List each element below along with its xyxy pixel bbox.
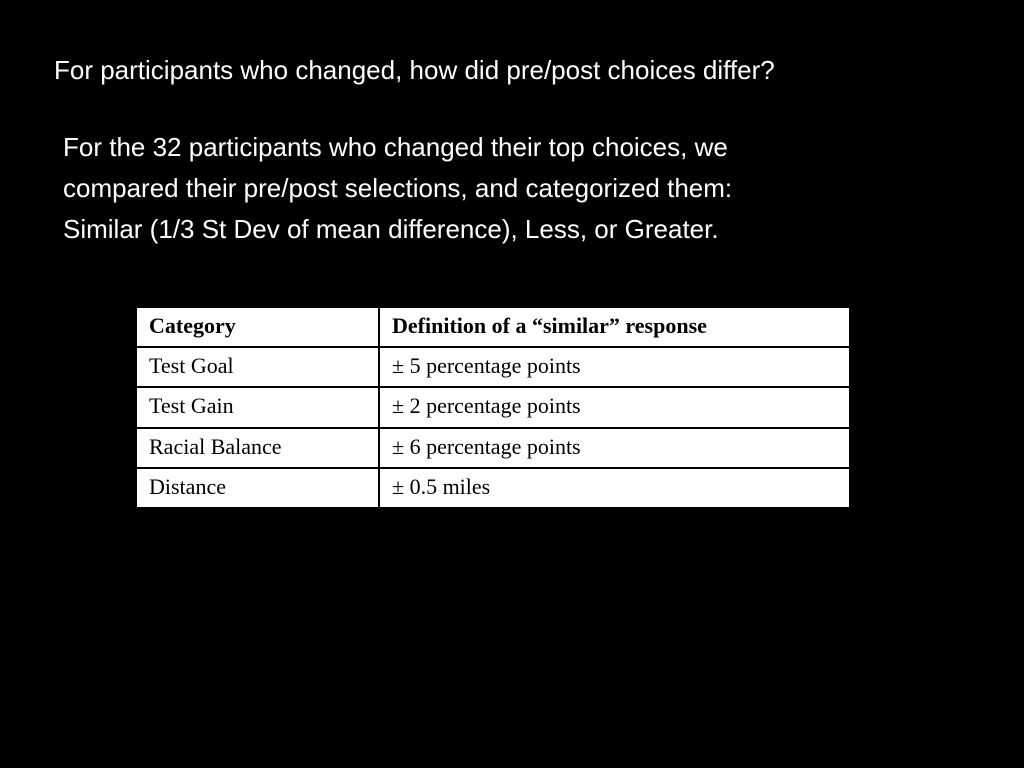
definition-table-container xyxy=(137,308,849,507)
body-line: For the 32 participants who changed their top choices, we xyxy=(63,132,728,162)
table-row xyxy=(137,387,849,427)
table-header-row xyxy=(137,308,849,347)
definition-cell: ± 0.5 miles xyxy=(379,468,849,507)
category-cell: Racial Balance xyxy=(137,428,379,468)
category-cell: Test Gain xyxy=(137,387,379,427)
category-cell: Distance xyxy=(137,468,379,507)
table-row xyxy=(137,428,849,468)
definition-cell: ± 5 percentage points xyxy=(379,347,849,387)
slide-title: For participants who changed, how did pre/post choices differ? xyxy=(54,55,775,85)
table-row xyxy=(137,468,849,507)
definition-table xyxy=(137,308,849,507)
body-line: Similar (1/3 St Dev of mean difference), Less, or Greater. xyxy=(63,214,719,244)
definition-cell: ± 6 percentage points xyxy=(379,428,849,468)
table-row xyxy=(137,347,849,387)
body-line: compared their pre/post selections, and categorized them: xyxy=(63,173,733,203)
header-category: Category xyxy=(137,308,379,347)
slide-body-text xyxy=(63,127,1003,250)
definition-cell: ± 2 percentage points xyxy=(379,387,849,427)
header-definition: Definition of a “similar” response xyxy=(379,308,849,347)
category-cell: Test Goal xyxy=(137,347,379,387)
